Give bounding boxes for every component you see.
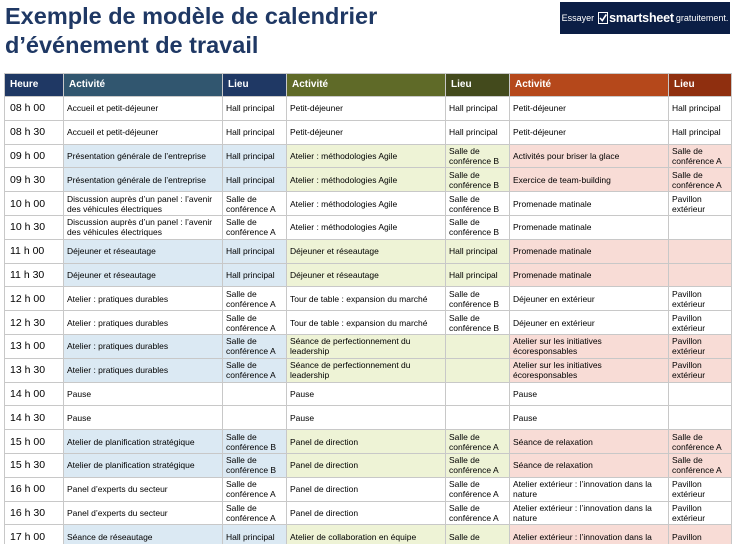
activity-cell-3: Atelier extérieur : l’innovation dans la nature: [510, 477, 669, 501]
time-cell: 08 h 30: [5, 120, 64, 144]
location-cell-3: Pavillon extérieur: [669, 358, 732, 382]
activity-cell-2: Panel de direction: [287, 477, 446, 501]
activity-cell-3: Séance de relaxation: [510, 430, 669, 454]
activity-cell-1: Accueil et petit-déjeuner: [64, 97, 223, 121]
time-cell: 14 h 30: [5, 406, 64, 430]
activity-cell-1: Présentation générale de l’entreprise: [64, 168, 223, 192]
activity-cell-2: Atelier : méthodologies Agile: [287, 168, 446, 192]
table-row: [5, 430, 732, 454]
location-cell-3: Salle de conférence A: [669, 430, 732, 454]
activity-cell-2: Atelier de collaboration en équipe: [287, 525, 446, 544]
location-cell-1: Salle de conférence A: [223, 477, 287, 501]
location-cell-1: [223, 382, 287, 406]
activity-cell-2: Panel de direction: [287, 501, 446, 525]
activity-cell-2: Déjeuner et réseautage: [287, 239, 446, 263]
activity-cell-2: Séance de perfectionnement du leadership: [287, 358, 446, 382]
location-cell-3: Pavillon extérieur: [669, 334, 732, 358]
location-cell-3: Pavillon extérieur: [669, 501, 732, 525]
table-row: [5, 453, 732, 477]
activity-cell-2: Tour de table : expansion du marché: [287, 311, 446, 335]
table-row: [5, 525, 732, 544]
location-cell-1: Hall principal: [223, 168, 287, 192]
activity-cell-3: Pause: [510, 382, 669, 406]
table-row: [5, 97, 732, 121]
location-cell-2: Hall principal: [446, 263, 510, 287]
table-row: [5, 215, 732, 239]
activity-cell-1: Déjeuner et réseautage: [64, 239, 223, 263]
activity-cell-1: Atelier : pratiques durables: [64, 311, 223, 335]
activity-cell-1: Atelier : pratiques durables: [64, 287, 223, 311]
activity-cell-1: Atelier de planification stratégique: [64, 453, 223, 477]
activity-cell-1: Discussion auprès d’un panel : l’avenir des véhicules électriques: [64, 192, 223, 216]
location-cell-3: Salle de conférence A: [669, 144, 732, 168]
header-activite-2: Activité: [287, 74, 446, 97]
location-cell-3: [669, 215, 732, 239]
location-cell-2: [446, 334, 510, 358]
activity-cell-1: Présentation générale de l’entreprise: [64, 144, 223, 168]
activity-cell-1: Discussion auprès d’un panel : l’avenir des véhicules électriques: [64, 215, 223, 239]
activity-cell-1: Séance de réseautage: [64, 525, 223, 544]
activity-cell-1: Atelier de planification stratégique: [64, 430, 223, 454]
activity-cell-2: Petit-déjeuner: [287, 120, 446, 144]
activity-cell-1: Pause: [64, 406, 223, 430]
location-cell-1: Hall principal: [223, 144, 287, 168]
location-cell-1: Salle de conférence B: [223, 430, 287, 454]
time-cell: 12 h 00: [5, 287, 64, 311]
activity-cell-2: Atelier : méthodologies Agile: [287, 192, 446, 216]
location-cell-3: Salle de conférence A: [669, 453, 732, 477]
table-row: [5, 144, 732, 168]
schedule-body: [5, 97, 732, 544]
location-cell-3: Hall principal: [669, 120, 732, 144]
activity-cell-1: Pause: [64, 382, 223, 406]
activity-cell-3: Atelier sur les initiatives écoresponsables: [510, 358, 669, 382]
location-cell-2: Salle de conférence B: [446, 168, 510, 192]
location-cell-1: Salle de conférence A: [223, 192, 287, 216]
location-cell-2: [446, 382, 510, 406]
location-cell-2: Salle de conférence A: [446, 477, 510, 501]
activity-cell-1: Panel d’experts du secteur: [64, 477, 223, 501]
time-cell: 10 h 30: [5, 215, 64, 239]
activity-cell-3: Exercice de team-building: [510, 168, 669, 192]
activity-cell-3: Déjeuner en extérieur: [510, 311, 669, 335]
location-cell-2: Salle de conférence B: [446, 192, 510, 216]
time-cell: 11 h 30: [5, 263, 64, 287]
activity-cell-3: Promenade matinale: [510, 215, 669, 239]
activity-cell-2: Pause: [287, 382, 446, 406]
location-cell-3: [669, 382, 732, 406]
activity-cell-2: Petit-déjeuner: [287, 97, 446, 121]
location-cell-1: Hall principal: [223, 525, 287, 544]
activity-cell-3: Petit-déjeuner: [510, 120, 669, 144]
table-row: [5, 334, 732, 358]
promo-suffix: gratuitement.: [675, 13, 729, 23]
activity-cell-3: Atelier extérieur : l’innovation dans la: [510, 525, 669, 544]
table-row: [5, 168, 732, 192]
table-row: [5, 239, 732, 263]
header-activite-1: Activité: [64, 74, 223, 97]
location-cell-2: Salle de conférence B: [446, 144, 510, 168]
table-row: [5, 192, 732, 216]
time-cell: 15 h 30: [5, 453, 64, 477]
time-cell: 16 h 30: [5, 501, 64, 525]
time-cell: 09 h 30: [5, 168, 64, 192]
time-cell: 12 h 30: [5, 311, 64, 335]
location-cell-1: [223, 406, 287, 430]
activity-cell-2: Tour de table : expansion du marché: [287, 287, 446, 311]
location-cell-1: Salle de conférence A: [223, 334, 287, 358]
schedule-table: [4, 73, 732, 544]
location-cell-2: Salle de conférence B: [446, 287, 510, 311]
table-row: [5, 287, 732, 311]
time-cell: 15 h 00: [5, 430, 64, 454]
activity-cell-3: Atelier extérieur : l’innovation dans la nature: [510, 501, 669, 525]
table-row: [5, 406, 732, 430]
location-cell-1: Salle de conférence A: [223, 501, 287, 525]
time-cell: 11 h 00: [5, 239, 64, 263]
activity-cell-2: Déjeuner et réseautage: [287, 263, 446, 287]
smartsheet-trial-button[interactable]: [560, 2, 730, 34]
location-cell-2: Salle de conférence B: [446, 311, 510, 335]
location-cell-2: [446, 406, 510, 430]
activity-cell-3: Atelier sur les initiatives écoresponsables: [510, 334, 669, 358]
location-cell-3: Salle de conférence A: [669, 168, 732, 192]
activity-cell-2: Séance de perfectionnement du leadership: [287, 334, 446, 358]
location-cell-1: Hall principal: [223, 239, 287, 263]
header-activite-3: Activité: [510, 74, 669, 97]
page-title: Exemple de modèle de calendrier d’événement de travail: [5, 3, 378, 58]
activity-cell-3: Déjeuner en extérieur: [510, 287, 669, 311]
activity-cell-1: Atelier : pratiques durables: [64, 334, 223, 358]
activity-cell-1: Atelier : pratiques durables: [64, 358, 223, 382]
time-cell: 10 h 00: [5, 192, 64, 216]
location-cell-3: [669, 263, 732, 287]
header-lieu-3: Lieu: [669, 74, 732, 97]
table-row: [5, 263, 732, 287]
checkmark-icon: [598, 12, 608, 24]
location-cell-2: Salle de: [446, 525, 510, 544]
activity-cell-3: Promenade matinale: [510, 192, 669, 216]
location-cell-2: Hall principal: [446, 120, 510, 144]
activity-cell-2: Atelier : méthodologies Agile: [287, 215, 446, 239]
activity-cell-1: Accueil et petit-déjeuner: [64, 120, 223, 144]
time-cell: 16 h 00: [5, 477, 64, 501]
activity-cell-3: Promenade matinale: [510, 239, 669, 263]
time-cell: 14 h 00: [5, 382, 64, 406]
location-cell-1: Hall principal: [223, 263, 287, 287]
activity-cell-3: Séance de relaxation: [510, 453, 669, 477]
location-cell-2: Salle de conférence A: [446, 430, 510, 454]
table-row: [5, 120, 732, 144]
location-cell-2: Salle de conférence A: [446, 501, 510, 525]
header-heure: Heure: [5, 74, 64, 97]
table-row: [5, 382, 732, 406]
activity-cell-3: Petit-déjeuner: [510, 97, 669, 121]
promo-prefix: Essayer: [561, 13, 595, 23]
location-cell-2: Hall principal: [446, 97, 510, 121]
location-cell-1: Salle de conférence A: [223, 311, 287, 335]
table-row: [5, 358, 732, 382]
activity-cell-1: Panel d’experts du secteur: [64, 501, 223, 525]
location-cell-1: Salle de conférence B: [223, 453, 287, 477]
location-cell-2: Salle de conférence B: [446, 215, 510, 239]
location-cell-3: Hall principal: [669, 97, 732, 121]
header-lieu-1: Lieu: [223, 74, 287, 97]
location-cell-3: [669, 239, 732, 263]
table-row: [5, 311, 732, 335]
time-cell: 17 h 00: [5, 525, 64, 544]
activity-cell-2: Atelier : méthodologies Agile: [287, 144, 446, 168]
location-cell-3: Pavillon extérieur: [669, 287, 732, 311]
table-row: [5, 501, 732, 525]
location-cell-2: [446, 358, 510, 382]
time-cell: 09 h 00: [5, 144, 64, 168]
table-header-row: [5, 74, 732, 97]
activity-cell-2: Panel de direction: [287, 430, 446, 454]
location-cell-3: Pavillon extérieur: [669, 477, 732, 501]
location-cell-1: Salle de conférence A: [223, 287, 287, 311]
location-cell-2: Salle de conférence A: [446, 453, 510, 477]
activity-cell-2: Panel de direction: [287, 453, 446, 477]
location-cell-1: Hall principal: [223, 120, 287, 144]
time-cell: 13 h 00: [5, 334, 64, 358]
activity-cell-1: Déjeuner et réseautage: [64, 263, 223, 287]
location-cell-3: Pavillon extérieur: [669, 311, 732, 335]
location-cell-1: Hall principal: [223, 97, 287, 121]
time-cell: 13 h 30: [5, 358, 64, 382]
table-row: [5, 477, 732, 501]
activity-cell-2: Pause: [287, 406, 446, 430]
location-cell-2: Hall principal: [446, 239, 510, 263]
time-cell: 08 h 00: [5, 97, 64, 121]
location-cell-3: Pavillon: [669, 525, 732, 544]
location-cell-1: Salle de conférence A: [223, 215, 287, 239]
promo-brand: smartsheet: [609, 11, 674, 25]
location-cell-1: Salle de conférence A: [223, 358, 287, 382]
activity-cell-3: Activités pour briser la glace: [510, 144, 669, 168]
header-lieu-2: Lieu: [446, 74, 510, 97]
location-cell-3: [669, 406, 732, 430]
location-cell-3: Pavillon extérieur: [669, 192, 732, 216]
activity-cell-3: Promenade matinale: [510, 263, 669, 287]
activity-cell-3: Pause: [510, 406, 669, 430]
